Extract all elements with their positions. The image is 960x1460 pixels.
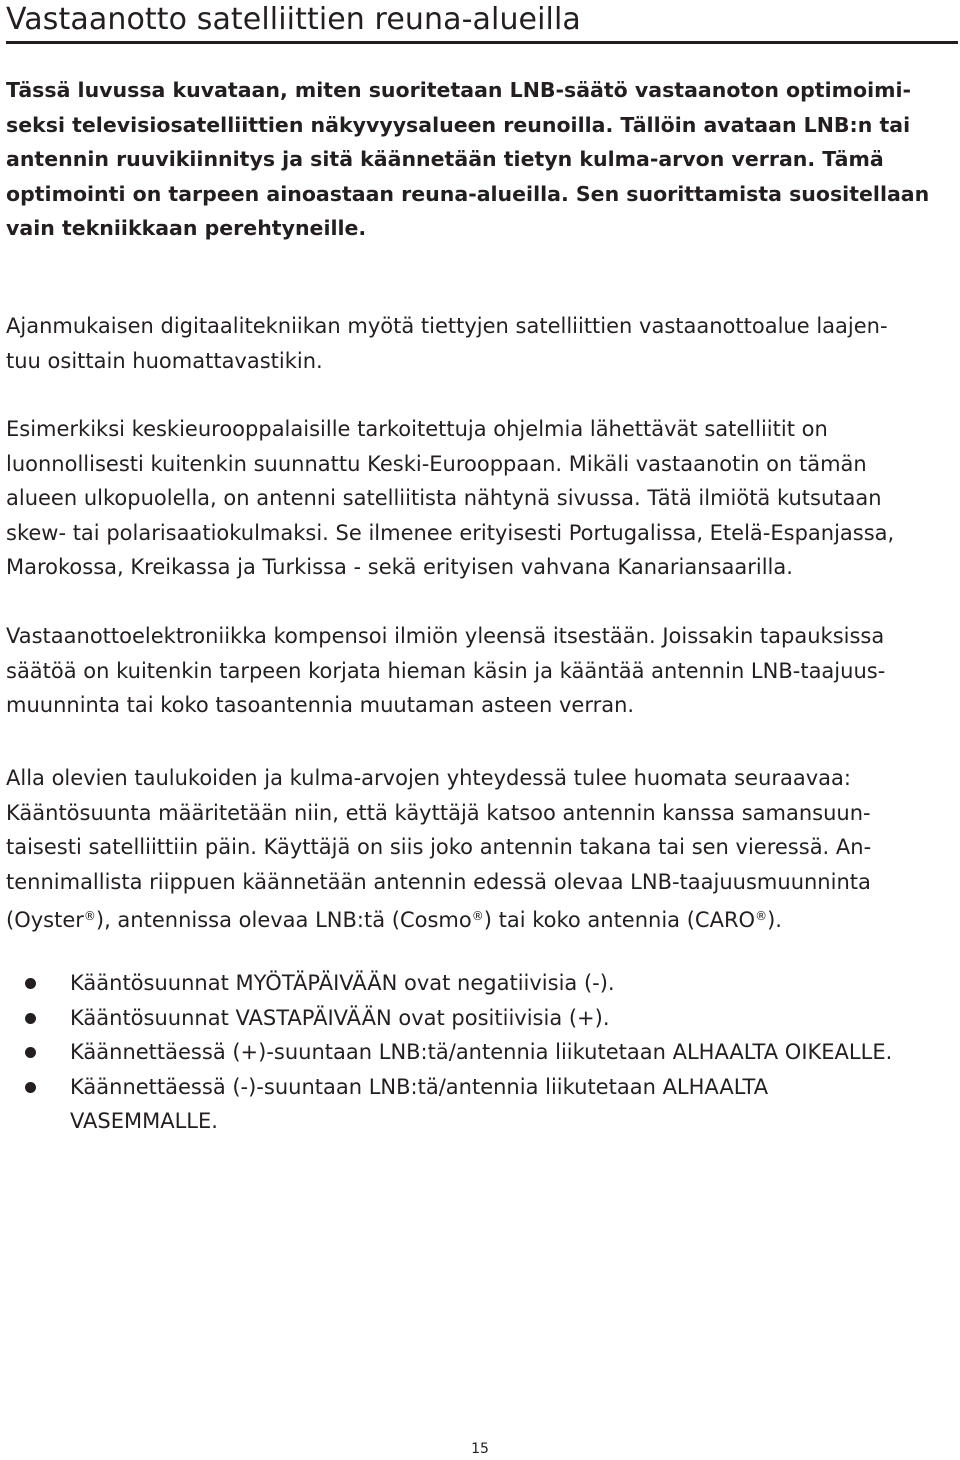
body-paragraph-3 <box>6 412 958 585</box>
body-paragraph-5 <box>6 761 958 938</box>
paragraph-line: Vastaanottoelektroniikka kompensoi ilmiön yleensä itsestään. Joissakin tapauksissa <box>6 624 885 648</box>
body-paragraph-2 <box>6 309 958 378</box>
page-number: 15 <box>471 1441 489 1457</box>
intro-line: seksi televisiosatelliittien näkyvyysalueen reunoilla. Tällöin avataan LNB:n tai <box>6 112 911 137</box>
intro-line: Tässä luvussa kuvataan, miten suoritetaan LNB-säätö vastaanoton optimoimi- <box>6 78 912 102</box>
intro-line: vain tekniikkaan perehtyneille. <box>6 216 367 240</box>
rotation-direction-list <box>6 966 958 1139</box>
registered-mark: ® <box>755 909 768 923</box>
list-item <box>6 1035 958 1070</box>
paragraph-line: Kääntösuunta määritetään niin, että käyttäjä katsoo antennin kanssa samansuun- <box>6 800 871 825</box>
bullet-dot-icon <box>25 1082 36 1093</box>
list-item-text: Käännettäessä (+)-suuntaan LNB:tä/antennia liikutetaan ALHAALTA OIKEALLE. <box>70 1040 893 1064</box>
paragraph-line: Esimerkiksi keskieurooppalaisille tarkoitettuja ohjelmia lähettävät satelliitit on <box>6 417 828 441</box>
paragraph-line: luonnollisesti kuitenkin suunnattu Keski-Eurooppaan. Mikäli vastaanotin on tämän <box>6 451 867 476</box>
paragraph-line: tennimallista riippuen käännetään antennin edessä olevaa LNB-taajuusmuunninta <box>6 869 871 894</box>
list-item-text: Kääntösuunnat VASTAPÄIVÄÄN ovat positiivisia (+). <box>70 1005 610 1030</box>
intro-line: antennin ruuvikiinnitys ja sitä käännetään tietyn kulma-arvon verran. Tämä <box>6 147 884 171</box>
title-underline <box>6 41 958 44</box>
intro-line: optimointi on tarpeen ainoastaan reuna-alueilla. Sen suorittamista suositellaan <box>6 181 930 206</box>
list-item <box>6 1001 958 1036</box>
registered-mark: ® <box>83 909 96 923</box>
sentence-end-text: ). <box>767 908 782 932</box>
page-title: Vastaanotto satelliittien reuna-alueilla <box>6 2 581 37</box>
body-paragraph-4 <box>6 619 958 723</box>
paragraph-line: säätöä on kuitenkin tarpeen korjata hieman käsin ja kääntää antennin LNB-taajuus- <box>6 658 886 683</box>
paragraph-line: Marokossa, Kreikassa ja Turkissa - sekä erityisen vahvana Kanariansaarilla. <box>6 555 793 579</box>
registered-mark: ® <box>471 909 484 923</box>
list-item-text: Kääntösuunnat MYÖTÄPÄIVÄÄN ovat negatiivisia (-). <box>70 971 615 995</box>
list-item <box>6 1070 958 1139</box>
bullet-dot-icon <box>25 1013 36 1024</box>
paragraph-line: alueen ulkopuolella, on antenni satelliitista nähtynä sivussa. Tätä ilmiötä kutsutaan <box>6 486 882 510</box>
list-item <box>6 966 958 1001</box>
paragraph-line: taisesti satelliittiin päin. Käyttäjä on siis joko antennin takana tai sen vieressä. An- <box>6 835 872 859</box>
list-item-text: Käännettäessä (-)-suuntaan LNB:tä/antennia liikutetaan ALHAALTA <box>70 1074 769 1099</box>
product-caro-text: ) tai koko antennia (CARO <box>483 908 756 932</box>
paragraph-line: skew- tai polarisaatiokulmaksi. Se ilmenee erityisesti Portugalissa, Etelä-Espanjassa, <box>6 520 895 545</box>
paragraph-line <box>6 899 958 938</box>
intro-paragraph <box>6 73 958 246</box>
bullet-dot-icon <box>25 978 36 989</box>
product-oyster-text: (Oyster <box>6 908 84 932</box>
paragraph-line: tuu osittain huomattavastikin. <box>6 348 323 373</box>
paragraph-line: muunninta tai koko tasoantennia muutaman asteen verran. <box>6 693 635 717</box>
product-cosmo-text: ), antennissa olevaa LNB:tä (Cosmo <box>95 908 472 932</box>
list-item-text: VASEMMALLE. <box>70 1109 218 1133</box>
bullet-dot-icon <box>25 1047 36 1058</box>
paragraph-line: Alla olevien taulukoiden ja kulma-arvojen yhteydessä tulee huomata seuraavaa: <box>6 766 851 790</box>
paragraph-line: Ajanmukaisen digitaalitekniikan myötä tiettyjen satelliittien vastaanottoalue laajen- <box>6 314 888 338</box>
